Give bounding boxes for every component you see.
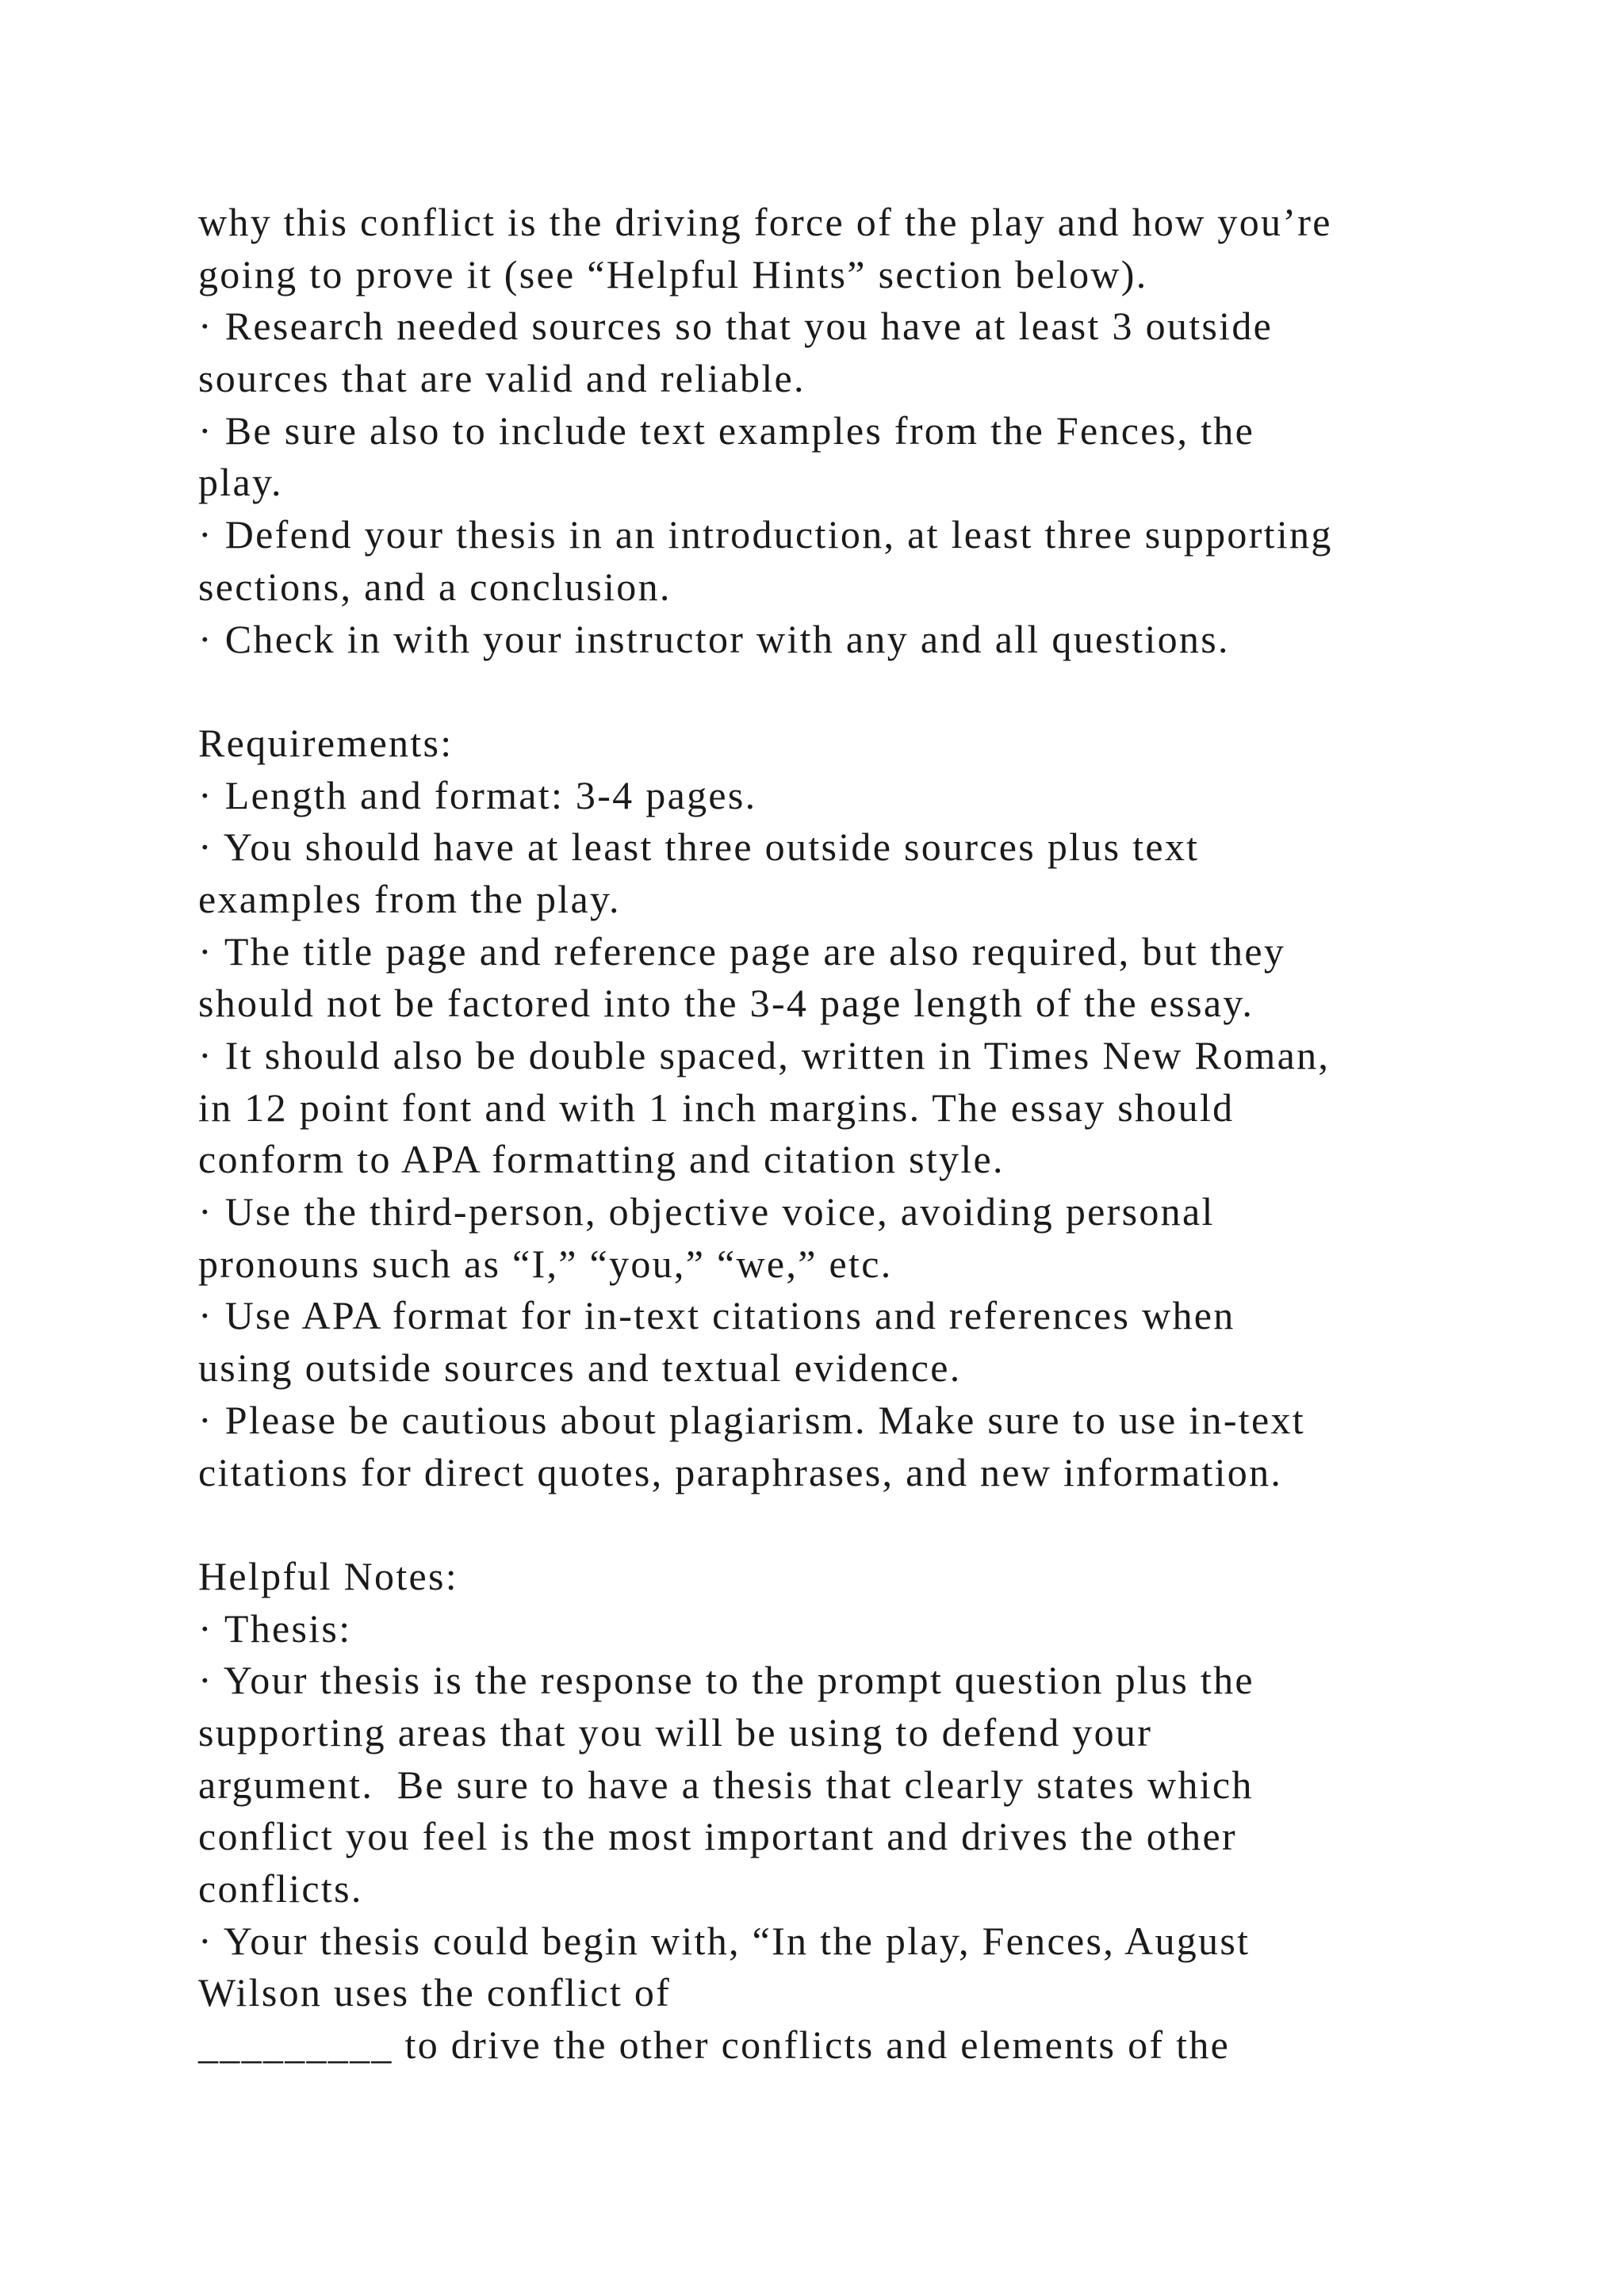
text-line: sections, and a conclusion. (198, 564, 672, 609)
bullet-line: · Check in with your instructor with any and all questions. (198, 616, 1230, 661)
text-line: argument. Be sure to have a thesis that clearly states which (198, 1762, 1254, 1807)
text-line: going to prove it (see “Helpful Hints” section below). (198, 251, 1148, 297)
text-line: why this conflict is the driving force of the play and how you’re (198, 200, 1332, 244)
bullet-line: · It should also be double spaced, written in Times New Roman, (198, 1033, 1331, 1077)
document-body (198, 197, 1610, 2072)
bullet-line: · Use the third-person, objective voice, avoiding personal (198, 1189, 1215, 1234)
bullet-line: · The title page and reference page are also required, but they (198, 928, 1286, 974)
text-line: conform to APA formatting and citation style. (198, 1137, 1005, 1182)
text-line: Wilson uses the conflict of (198, 1970, 672, 2015)
bullet-line: · Your thesis could begin with, “In the play, Fences, August (198, 1918, 1251, 1963)
section-heading-helpful-notes: Helpful Notes: (198, 1553, 458, 1598)
text-line: _________ to drive the other conflicts and elements of the (198, 2022, 1231, 2068)
bullet-line: · Length and format: 3-4 pages. (198, 772, 757, 817)
text-line: citations for direct quotes, paraphrases, and new information. (198, 1449, 1283, 1494)
bullet-line: · Your thesis is the response to the prompt question plus the (198, 1658, 1254, 1703)
text-line: supporting areas that you will be using to defend your (198, 1709, 1153, 1755)
blank-line (198, 665, 1610, 718)
text-line: in 12 point font and with 1 inch margins. The essay should (198, 1085, 1235, 1130)
text-line: should not be factored into the 3-4 page length of the essay. (198, 981, 1254, 1026)
bullet-line: · Thesis: (198, 1605, 352, 1651)
blank-line (198, 1498, 1610, 1551)
bullet-line: · Use APA format for in-text citations and references when (198, 1293, 1235, 1338)
bullet-line: · Defend your thesis in an introduction, at least three supporting (198, 512, 1333, 557)
bullet-line: · Please be cautious about plagiarism. Make sure to use in-text (198, 1397, 1305, 1442)
text-line: using outside sources and textual evidence. (198, 1345, 962, 1391)
bullet-line: · You should have at least three outside sources plus text (198, 825, 1200, 870)
section-heading-requirements: Requirements: (198, 720, 454, 765)
text-line: sources that are valid and reliable. (198, 356, 806, 401)
bullet-line: · Be sure also to include text examples from the Fences, the (198, 408, 1255, 453)
text-line: play. (198, 460, 283, 505)
text-line: conflicts. (198, 1866, 363, 1911)
text-line: conflict you feel is the most important and drives the other (198, 1814, 1237, 1859)
text-line: examples from the play. (198, 876, 621, 921)
text-line: pronouns such as “I,” “you,” “we,” etc. (198, 1241, 893, 1286)
bullet-line: · Research needed sources so that you have at least 3 outside (198, 304, 1274, 349)
